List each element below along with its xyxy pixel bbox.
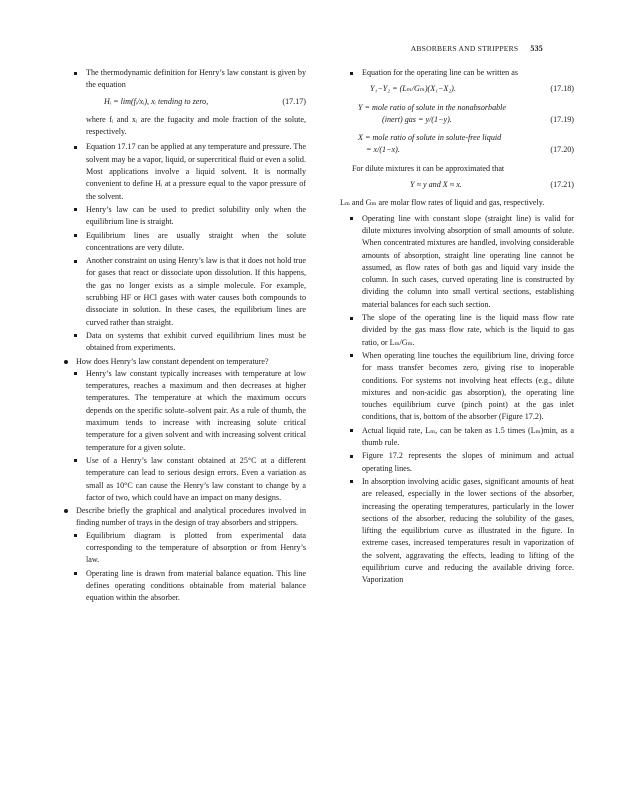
bullet-design-errors: Use of a Henry’s law constant obtained at 25°C at a different temperature can lead to serious design errors. Even a variation as small as 10°C can cause the Henry’s law constant to change by a factor of two, which could have an impact on many designs. — [64, 455, 306, 504]
page-number: 535 — [530, 44, 543, 53]
question-tray-design: Describe briefly the graphical and analytical procedures involved in finding number of trays in the design of tray absorbers and strippers. — [64, 505, 306, 530]
equation-17-19: (inert) gas = y/(1−y). (17.19) — [382, 114, 574, 124]
paragraph-molar-flow: Lₘ and Gₘ are molar flow rates of liquid and gas, respectively. — [340, 198, 545, 208]
question-temperature: How does Henry’s law constant dependent on temperature? — [64, 356, 306, 368]
running-head — [411, 44, 543, 53]
bullet-henry-definition: The thermodynamic definition for Henry’s law constant is given by the equation — [64, 67, 306, 92]
bullet-solubility: Henry’s law can be used to predict solubility only when the equilibrium line is straight. — [64, 204, 306, 229]
bullet-temperature-dependence: Henry’s law constant typically increases with temperature at low temperatures, reaches a maximum and then decreases at higher temperatures. The temperature at which the maximum occurs depends on the specific solute–solvent pair. As a rule of thumb, the maximum tends to increase with increasing solute critical temperature for a given solvent and with increasing solvent critical temperature for a given solute. — [64, 368, 306, 454]
bullet-equation-application: Equation 17.17 can be applied at any temperature and pressure. The solvent may be a vapor, liquid, or supercritical fluid or even a solid. Most applications involve a liquid solvent. It is normally convenient to define Hᵢ at a pressure equal to the vapor pressure of the solvent. — [64, 141, 306, 202]
paragraph-fugacity: where fᵢ and xᵢ are the fugacity and mole fraction of the solute, respectively. — [86, 114, 306, 137]
equation-17-19-line1: Y = mole ratio of solute in the nonabsorbable — [358, 102, 506, 112]
bullet-experimental-data: Data on systems that exhibit curved equilibrium lines must be obtained from experiments. — [64, 330, 306, 355]
bullet-figure-reference: Figure 17.2 represents the slopes of minimum and actual operating lines. — [340, 450, 574, 475]
equation-17-20-line1: X = mole ratio of solute in solute-free liquid — [358, 133, 502, 143]
equation-17-17: Hᵢ = lim(fᵢ/xᵢ), xᵢ tending to zero, (17.17) — [104, 96, 306, 106]
left-column — [64, 67, 306, 605]
equation-17-21: Y ≈ y and X ≈ x. (17.21) — [410, 180, 574, 190]
bullet-operating-equation: Equation for the operating line can be written as — [340, 67, 574, 79]
bullet-operating-line: Operating line is drawn from material balance equation. This line defines operating conditions obtainable from material balance equation within the absorber. — [64, 568, 306, 605]
bullet-actual-liquid-rate: Actual liquid rate, Lₘ, can be taken as 1.5 times (Lₘ)min, as a thumb rule. — [340, 425, 574, 450]
right-column — [340, 67, 574, 588]
bullet-constant-slope: Operating line with constant slope (straight line) is valid for dilute mixtures involving absorption of small amounts of solute. When concentrated mixtures are handled, involving considerable amounts of absorption, straight line operating line cannot be assumed, as flow rates of both gas and liquid vary inside the column. In such cases, curved operating line is constructed by dividing the column into small vertical sections, establishing material balances for each such section. — [340, 213, 574, 311]
equation-17-18: Y₁−Y₂ = (Lₘ/Gₘ)(X₁−X₂). (17.18) — [370, 84, 574, 94]
bullet-slope: The slope of the operating line is the liquid mass flow rate divided by the gas mass flow rate, which is the liquid to gas ratio, or Lₘ/Gₘ. — [340, 312, 574, 349]
bullet-constraint: Another constraint on using Henry’s law is that it does not hold true for gases that react or dissociate upon dissolution. If this happens, the gas no longer exists as a simple molecule. For example, scrubbing HF or HCl gases with water causes both compounds to dissociate in solution. In these cases, the equilibrium lines are curved rather than straight. — [64, 255, 306, 329]
bullet-straight-lines: Equilibrium lines are usually straight when the solute concentrations are very dilute. — [64, 230, 306, 255]
running-head-title: ABSORBERS AND STRIPPERS — [410, 44, 519, 53]
equation-17-20: = x/(1−x). (17.20) — [366, 145, 574, 155]
bullet-pinch-point: When operating line touches the equilibrium line, driving force for mass transfer becomes zero, giving rise to inoperable conditions. For systems not involving heat effects (e.g., dilute mixtures and non-acidic gas absorption), the operating line touches equilibrium curve (pinch point) at the gas inlet conditions, that is, bottom of the absorber (Figure 17.2). — [340, 350, 574, 424]
paragraph-dilute: For dilute mixtures it can be approximated that — [352, 163, 505, 173]
bullet-equilibrium-diagram: Equilibrium diagram is plotted from experimental data corresponding to the temperature of absorption or from Henry’s law. — [64, 530, 306, 567]
bullet-acidic-gases: In absorption involving acidic gases, significant amounts of heat are released, especially in the lower sections of the absorber, increasing the operating temperatures, particularly in the lower sections of the absorber, reducing the solubility of the gases, lifting the equilibrium curve as illustrated in the figure. In extreme cases, increased temperatures result in vaporization of the solvent, aggravating the effects, leading to lifting of the equilibrium curve and reducing the available driving force. Vaporization — [340, 476, 574, 587]
